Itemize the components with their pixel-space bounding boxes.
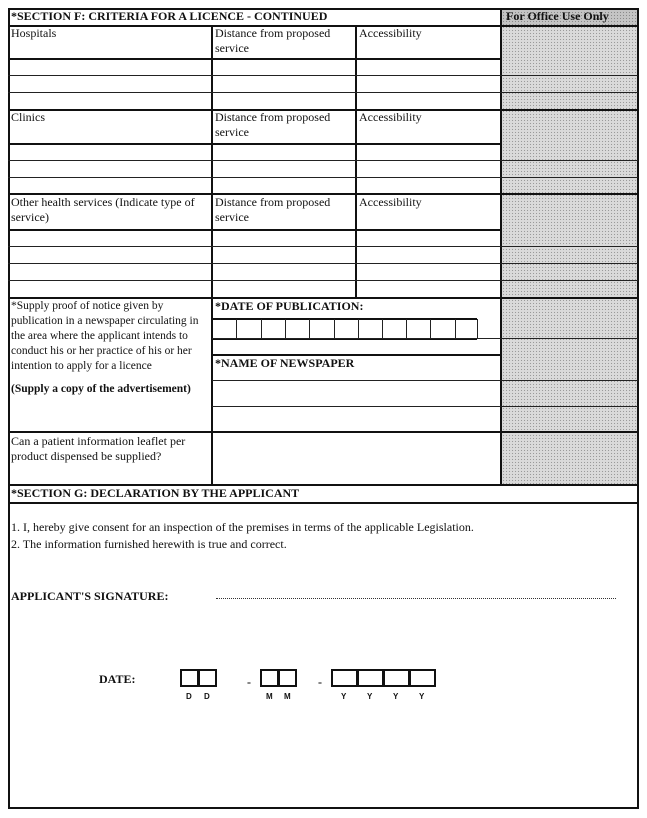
col-divider-2: [355, 26, 357, 298]
date-label: DATE:: [99, 672, 136, 686]
row-line: [8, 58, 501, 60]
hospitals-label: Hospitals: [11, 26, 57, 40]
pub-date-box-divider: [236, 319, 237, 338]
office-use-column: [502, 26, 638, 486]
advertisement-note: (Supply a copy of the advertisement): [11, 383, 191, 395]
declaration-item-2: 2. The information furnished herewith is true and correct.: [11, 537, 287, 551]
date-digit-letter: Y: [393, 692, 399, 701]
row-line: [8, 246, 638, 247]
date-digit-letter: D: [186, 692, 192, 701]
name-of-newspaper-label: *NAME OF NEWSPAPER: [215, 356, 355, 370]
frame-left: [8, 8, 10, 808]
applicant-signature-label: APPLICANT'S SIGNATURE:: [11, 589, 169, 603]
date-separator: -: [318, 675, 322, 689]
date-digit-box[interactable]: [180, 669, 199, 687]
date-digit-letter: Y: [367, 692, 373, 701]
pub-date-box-divider: [358, 319, 359, 338]
pub-date-box-divider: [406, 319, 407, 338]
section-f-title: *SECTION F: CRITERIA FOR A LICENCE - CONTINUED: [11, 9, 328, 23]
pub-date-box-divider: [455, 319, 456, 338]
row-line: [212, 406, 638, 407]
row-line: [8, 177, 638, 178]
date-digit-letter: Y: [419, 692, 425, 701]
hospitals-accessibility-label: Accessibility: [359, 26, 422, 40]
row-line: [8, 263, 638, 264]
pub-date-box-divider: [285, 319, 286, 338]
row-line: [8, 92, 638, 93]
date-digit-box[interactable]: [331, 669, 358, 687]
clinics-distance-label: Distance from proposed service: [215, 110, 331, 139]
hospitals-distance-label: Distance from proposed service: [215, 26, 331, 55]
leaflet-question: Can a patient information leaflet per product dispensed be supplied?: [11, 434, 186, 463]
date-separator: -: [247, 675, 251, 689]
pub-date-box-divider: [309, 319, 310, 338]
other-accessibility-label: Accessibility: [359, 195, 422, 209]
frame-bottom: [8, 807, 639, 809]
col-divider-office: [500, 8, 502, 486]
signature-line[interactable]: [216, 598, 616, 599]
other-distance-label: Distance from proposed service: [215, 195, 331, 224]
clinics-accessibility-label: Accessibility: [359, 110, 422, 124]
leaflet-answer-field[interactable]: [214, 433, 499, 485]
frame-right: [637, 8, 639, 808]
section-g-title: *SECTION G: DECLARATION BY THE APPLICANT: [11, 486, 300, 500]
row-line: [8, 280, 638, 281]
notice-text: *Supply proof of notice given by publication in a newspaper circulating in the area where the applicant intends to conduct his or her practice of his or her intention to apply for a licence: [11, 300, 199, 372]
date-digit-box[interactable]: [278, 669, 297, 687]
date-of-publication-label: *DATE OF PUBLICATION:: [215, 299, 364, 313]
pub-date-box-divider: [334, 319, 335, 338]
office-use-label: For Office Use Only: [506, 9, 609, 23]
section-g-divider: [8, 502, 638, 504]
pub-date-top-line: [212, 318, 477, 320]
pub-date-box-divider: [382, 319, 383, 338]
row-line: [212, 338, 638, 339]
other-services-label: Other health services (Indicate type of service): [11, 195, 195, 224]
date-digit-letter: M: [266, 692, 273, 701]
date-digit-letter: D: [204, 692, 210, 701]
date-digit-letter: M: [284, 692, 291, 701]
pub-date-box-divider: [430, 319, 431, 338]
clinics-label: Clinics: [11, 110, 46, 124]
row-line: [8, 143, 501, 145]
date-digit-box[interactable]: [409, 669, 436, 687]
date-digit-box[interactable]: [260, 669, 279, 687]
pub-date-box-divider: [261, 319, 262, 338]
date-digit-box[interactable]: [383, 669, 410, 687]
row-line: [8, 160, 638, 161]
pub-date-box-divider: [477, 319, 478, 338]
row-line: [8, 75, 638, 76]
row-line: [8, 229, 501, 231]
declaration-item-1: 1. I, hereby give consent for an inspection of the premises in terms of the applicable Legislation.: [11, 520, 474, 534]
row-line: [212, 380, 638, 381]
col-divider-1: [211, 26, 213, 485]
date-digit-box[interactable]: [198, 669, 217, 687]
date-digit-box[interactable]: [357, 669, 384, 687]
date-digit-letter: Y: [341, 692, 347, 701]
